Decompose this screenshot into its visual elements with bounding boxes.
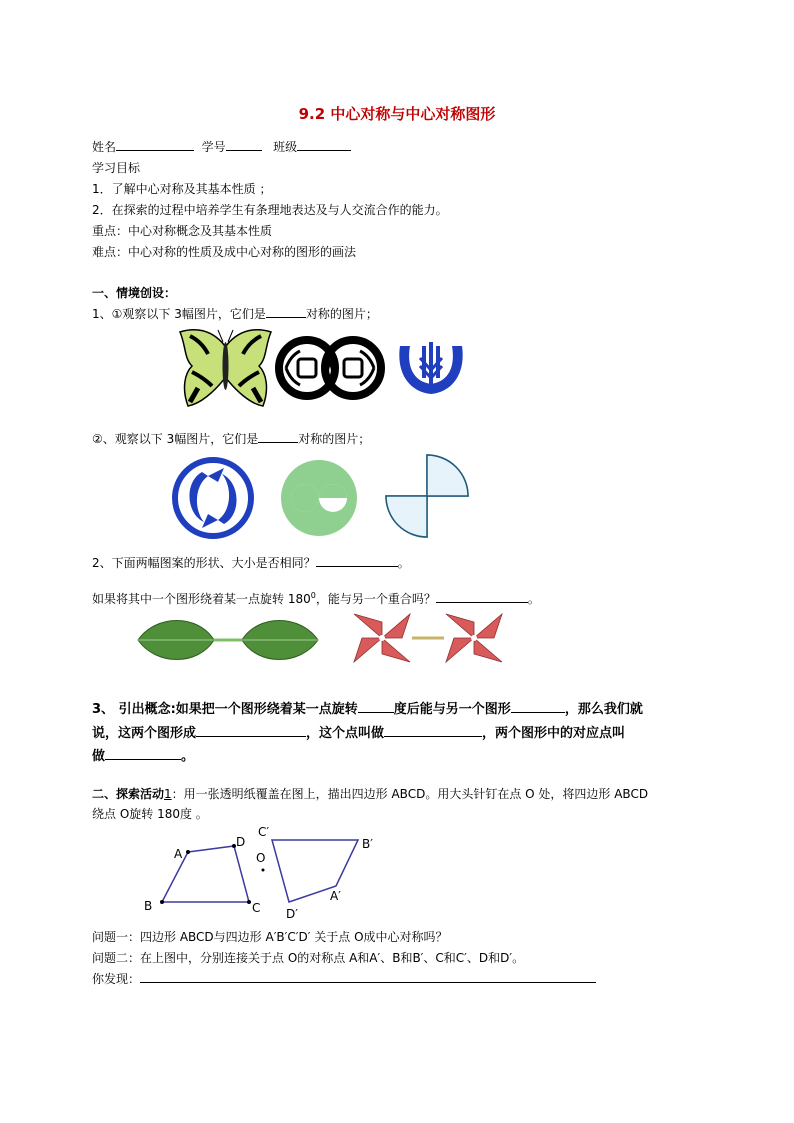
green-circle-logo-image bbox=[279, 458, 359, 538]
class-label: 班级 bbox=[273, 140, 298, 154]
student-info-line bbox=[92, 139, 351, 155]
label-b-prime: B′ bbox=[362, 837, 373, 851]
page-title: 9.2 中心对称与中心对称图形 bbox=[298, 105, 496, 123]
q1a-prefix: 1、①观察以下 3幅图片，它们是 bbox=[92, 307, 266, 321]
pinwheel-image bbox=[384, 453, 470, 539]
concept-blank-1[interactable] bbox=[358, 701, 394, 713]
concept-p3: ，那么我们就 bbox=[564, 702, 643, 717]
label-d: D bbox=[236, 835, 246, 849]
question-2 bbox=[92, 555, 410, 571]
butterfly-image bbox=[178, 326, 273, 408]
objective-1: 1．了解中心对称及其基本性质 ； bbox=[92, 182, 272, 196]
blue-swirl-logo-image bbox=[172, 456, 254, 540]
label-a: A bbox=[174, 847, 183, 861]
id-label: 学号 bbox=[201, 140, 226, 154]
objectives-heading: 学习目标 bbox=[92, 161, 141, 175]
section2-question-2: 问题二：在上图中，分别连接关于点 O的对称点 A和A′、B和B′、C和C′、D和D′。 bbox=[92, 951, 525, 965]
question-1a bbox=[92, 306, 378, 322]
quadrilateral-diagram bbox=[140, 818, 400, 922]
section2-text-1: ：用一张透明纸覆盖在图上，描出四边形 ABCD。用大头针钉在点 O 处，将四边形 ABCD bbox=[171, 787, 649, 801]
label-c: C bbox=[252, 901, 261, 915]
q1b-prefix: ②、观察以下 3幅图片，它们是 bbox=[92, 432, 259, 446]
bank-logo-image bbox=[396, 340, 466, 398]
class-blank[interactable] bbox=[297, 139, 351, 151]
coin-pattern-image bbox=[276, 333, 384, 403]
concept-p7: 做 bbox=[92, 749, 106, 764]
quad-a2b2c2d2 bbox=[272, 840, 358, 902]
concept-line-1 bbox=[92, 698, 643, 717]
section2-question-1: 问题一：四边形 ABCD与四边形 A′B′C′D′ 关于点 O成中心对称吗？ bbox=[92, 930, 448, 944]
concept-label: 3、 引出概念: bbox=[92, 702, 176, 717]
label-a-prime: A′ bbox=[330, 889, 341, 903]
concept-blank-3[interactable] bbox=[196, 725, 306, 737]
concept-blank-4[interactable] bbox=[384, 725, 482, 737]
q2b-blank[interactable] bbox=[436, 591, 528, 603]
question-1b bbox=[92, 431, 370, 447]
activity-number: 1 bbox=[164, 787, 172, 801]
question-2b bbox=[92, 588, 540, 607]
label-b: B bbox=[144, 899, 153, 913]
id-blank[interactable] bbox=[226, 139, 262, 151]
q1b-blank[interactable] bbox=[258, 431, 298, 443]
section1-heading: 一、情境创设： bbox=[92, 286, 177, 300]
leaves-image bbox=[136, 614, 320, 666]
q2-blank[interactable] bbox=[316, 555, 398, 567]
name-label: 姓名 bbox=[92, 140, 117, 154]
q1b-suffix: 对称的图片； bbox=[298, 432, 371, 446]
concept-p8: 。 bbox=[181, 749, 195, 764]
point-b bbox=[160, 900, 164, 904]
section2-text-2: 绕点 O旋转 180度 。 bbox=[92, 807, 208, 821]
q2-end: 。 bbox=[397, 556, 410, 570]
concept-line-3 bbox=[92, 745, 194, 764]
finding-label: 你发现： bbox=[92, 972, 141, 986]
concept-p5: ，这个点叫做 bbox=[306, 726, 385, 741]
q1a-blank[interactable] bbox=[266, 306, 306, 318]
concept-blank-5[interactable] bbox=[105, 748, 181, 760]
concept-p1: 如果把一个图形绕着某一点旋转 bbox=[175, 702, 358, 717]
section2-heading: 二、探索活动 bbox=[92, 787, 165, 801]
objective-2: 2．在探索的过程中培养学生有条理地表达及与人交流合作的能力。 bbox=[92, 203, 448, 217]
label-o: O bbox=[256, 851, 266, 865]
q2b-end: 。 bbox=[527, 592, 540, 606]
label-c-prime: C′ bbox=[258, 825, 270, 839]
concept-line-2 bbox=[92, 722, 625, 741]
windmills-image bbox=[350, 612, 506, 664]
concept-p4: 说，这两个图形成 bbox=[92, 726, 197, 741]
section2-line-1 bbox=[92, 786, 648, 802]
q2-text: 2、下面两幅图案的形状、大小是否相同？ bbox=[92, 556, 316, 570]
point-c bbox=[247, 900, 251, 904]
concept-p6: ，两个图形中的对应点叫 bbox=[482, 726, 626, 741]
point-o bbox=[262, 869, 265, 872]
q1a-suffix: 对称的图片； bbox=[305, 307, 378, 321]
name-blank[interactable] bbox=[116, 139, 194, 151]
key-point: 重点：中心对称概念及其基本性质 bbox=[92, 224, 273, 238]
point-a bbox=[186, 850, 190, 854]
difficulty-point: 难点：中心对称的性质及成中心对称的图形的画法 bbox=[92, 245, 357, 259]
q2b-prefix: 如果将其中一个图形绕着某一点旋转 180 bbox=[92, 592, 311, 606]
label-d-prime: D′ bbox=[286, 907, 298, 921]
q2b-mid: ，能与另一个重合吗？ bbox=[315, 592, 436, 606]
concept-blank-2[interactable] bbox=[511, 701, 565, 713]
finding-blank[interactable] bbox=[140, 971, 596, 983]
finding-line bbox=[92, 971, 596, 987]
concept-p2: 度后能与另一个图形 bbox=[393, 702, 511, 717]
q2b-degree: 0 bbox=[310, 591, 316, 600]
